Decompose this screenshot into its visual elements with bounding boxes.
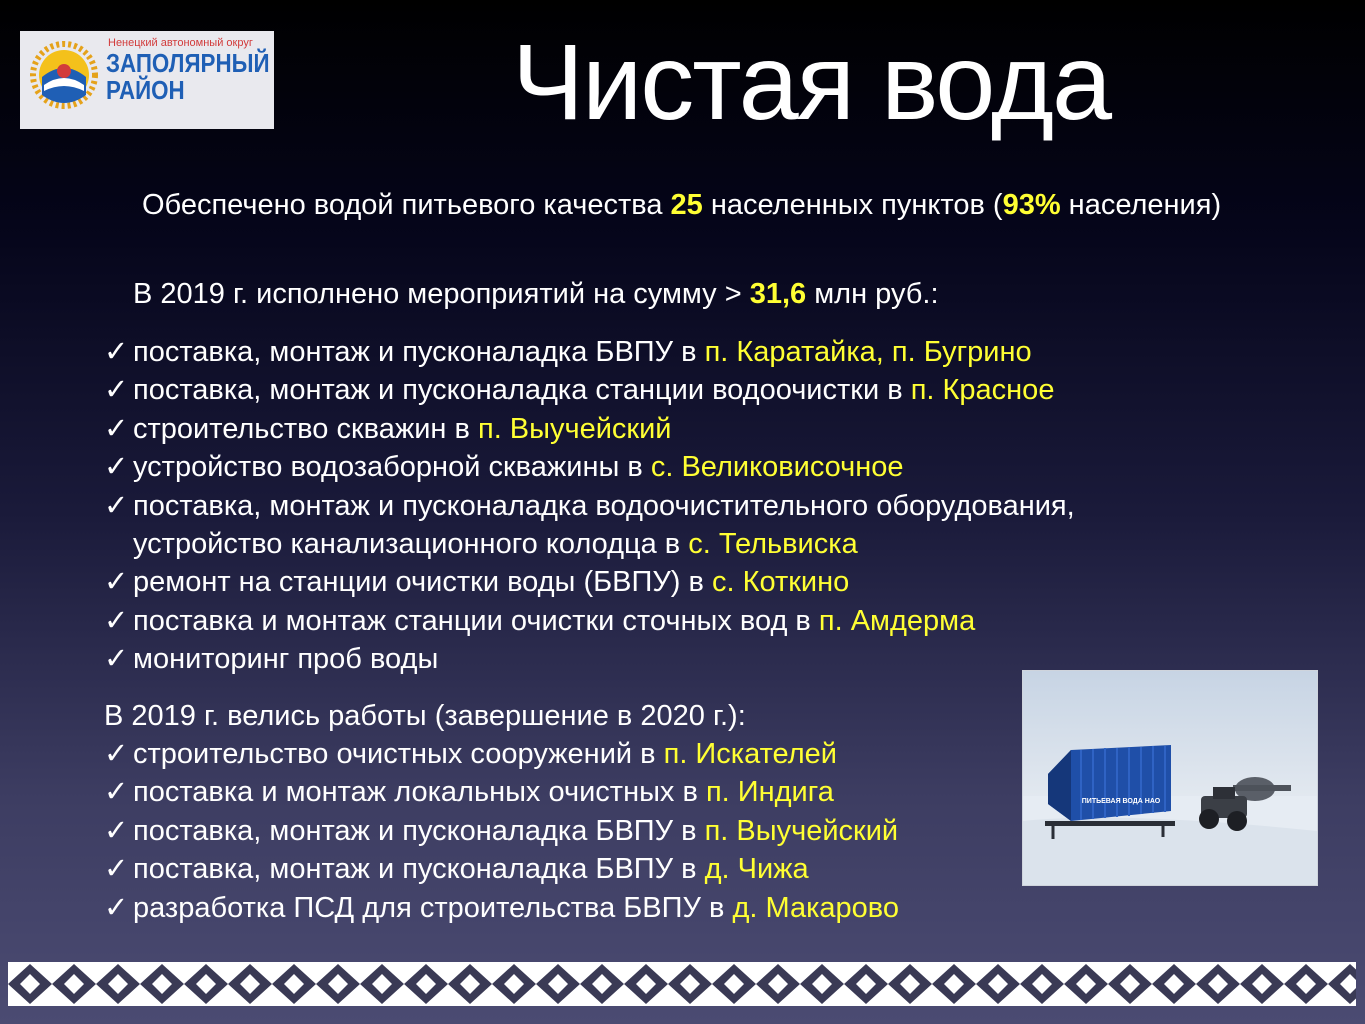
completed-heading (133, 275, 939, 313)
item-place: с. Великовисочное (650, 451, 904, 484)
check-icon: ✓ (104, 891, 129, 924)
list-item (104, 487, 1075, 525)
item-text: устройство водозаборной скважины в (133, 451, 651, 484)
item-text: поставка, монтаж и пусконаладка водоочистительного оборудования, (133, 489, 1075, 522)
check-icon: ✓ (104, 566, 129, 599)
check-icon: ✓ (104, 814, 129, 847)
list-item-continuation (104, 525, 1075, 563)
ongoing-list (104, 735, 899, 927)
list-item (104, 735, 899, 773)
item-text: строительство скважин в (133, 412, 478, 445)
check-icon: ✓ (104, 776, 129, 809)
nenets-ornament-border (8, 962, 1356, 1006)
completed-heading-before: В 2019 г. исполнено мероприятий на сумму > (133, 278, 750, 310)
check-icon: ✓ (104, 604, 129, 637)
item-place: с. Тельвиска (688, 528, 858, 561)
item-text: поставка, монтаж и пусконаладка БВПУ в (133, 336, 705, 368)
check-icon: ✓ (104, 738, 129, 770)
completed-amount: 31,6 (749, 278, 807, 310)
logo-region-name (106, 50, 270, 104)
list-item (104, 333, 1075, 371)
list-item (104, 640, 1075, 678)
check-icon: ✓ (104, 489, 129, 522)
coat-of-arms-icon (30, 37, 98, 123)
item-place: п. Искателей (663, 738, 837, 770)
slide-title: Чистая вода (512, 21, 1111, 142)
check-icon: ✓ (104, 412, 129, 445)
list-item (104, 371, 1075, 409)
list-item (104, 850, 899, 888)
item-text: ремонт на станции очистки воды (БВПУ) в (133, 566, 712, 599)
item-text: поставка и монтаж локальных очистных в (133, 776, 706, 809)
district-logo (20, 31, 274, 129)
completed-heading-after: млн руб.: (806, 278, 939, 310)
summary-line (142, 186, 1221, 224)
item-place: п. Выучейский (477, 412, 672, 445)
item-place: п. Красное (910, 374, 1055, 407)
logo-region-subtitle: Ненецкий автономный округ (108, 37, 253, 49)
check-icon: ✓ (104, 374, 129, 407)
summary-middle: населенных пунктов ( (702, 189, 1003, 221)
item-text: поставка и монтаж станции очистки сточных вод в (133, 604, 819, 637)
list-item (104, 602, 1075, 640)
list-item (104, 448, 1075, 486)
item-text: мониторинг проб воды (133, 643, 439, 676)
item-place: п. Каратайка, п. Бугрино (704, 336, 1032, 368)
container-label: ПИТЬЕВАЯ ВОДА НАО (1081, 798, 1161, 805)
item-place: п. Амдерма (818, 604, 976, 637)
summary-percent: 93% (1002, 189, 1061, 221)
check-icon: ✓ (104, 451, 129, 484)
item-text: устройство канализационного колодца в (133, 528, 689, 561)
item-text: строительство очистных сооружений в (133, 738, 664, 770)
list-item (104, 812, 899, 850)
item-text: поставка, монтаж и пусконаладка БВПУ в (133, 853, 705, 886)
item-text: поставка, монтаж и пусконаладка станции водоочистки в (133, 374, 911, 407)
item-text: разработка ПСД для строительства БВПУ в (133, 891, 733, 924)
check-icon: ✓ (104, 336, 129, 368)
summary-before: Обеспечено водой питьевого качества (142, 189, 671, 221)
summary-count: 25 (670, 189, 703, 221)
list-item (104, 773, 899, 811)
item-place: с. Коткино (711, 566, 850, 599)
water-container-picture (1023, 671, 1317, 885)
summary-after: населения) (1060, 189, 1222, 221)
check-icon: ✓ (104, 853, 129, 886)
list-item (104, 889, 899, 927)
list-item (104, 563, 1075, 601)
water-station-photo (1022, 670, 1318, 886)
logo-line-zapolyarny: ЗАПОЛЯРНЫЙ (106, 48, 270, 78)
item-place: п. Выучейский (704, 814, 899, 847)
item-place: п. Индига (705, 776, 834, 809)
logo-line-rayon: РАЙОН (106, 75, 185, 105)
item-text: поставка, монтаж и пусконаладка БВПУ в (133, 814, 705, 847)
item-place: д. Макарово (732, 891, 900, 924)
completed-list (104, 333, 1075, 679)
ongoing-heading: В 2019 г. велись работы (завершение в 2020 г.): (104, 700, 746, 732)
list-item (104, 410, 1075, 448)
item-place: д. Чижа (704, 853, 809, 886)
check-icon: ✓ (104, 643, 129, 676)
